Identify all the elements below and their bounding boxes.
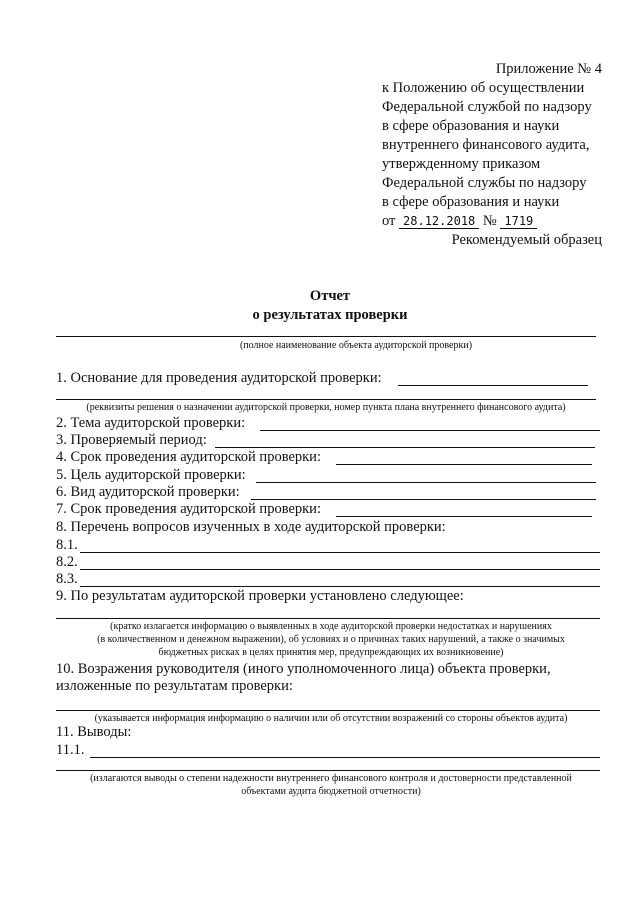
object-name-line[interactable] — [56, 336, 596, 337]
field-basis-label: 1. Основание для проведения аудиторской проверки: — [56, 370, 382, 386]
field-conclusions-label: 11. Выводы: — [56, 724, 132, 740]
objections-caption: (указывается информация информацию о наличии или об отсутствии возражений со стороны объектов аудита) — [94, 713, 568, 724]
appendix-line: к Положению об осуществлении — [382, 80, 585, 96]
appendix-line: Федеральной службы по надзору — [382, 175, 587, 191]
question-2-label: 8.2. — [56, 554, 78, 570]
appendix-block — [382, 60, 602, 231]
field-period-line[interactable] — [215, 447, 595, 448]
question-2-line[interactable] — [80, 569, 600, 570]
conclusions-line[interactable] — [56, 770, 600, 771]
field-term-line[interactable] — [336, 516, 592, 517]
recommended-sample-label: Рекомендуемый образец — [451, 232, 602, 248]
question-3-label: 8.3. — [56, 571, 78, 587]
field-topic-line[interactable] — [260, 430, 600, 431]
field-duration-label: 4. Срок проведения аудиторской проверки: — [56, 449, 321, 465]
field-objections-label: 10. Возражения руководителя (иного уполномоченного лица) объекта проверки, — [56, 661, 551, 677]
report-subtitle: о результатах проверки — [252, 307, 408, 323]
field-term-label: 7. Срок проведения аудиторской проверки: — [56, 501, 321, 517]
field-basis-line[interactable] — [398, 385, 588, 386]
order-number: 1719 — [500, 214, 537, 229]
field-goal-label: 5. Цель аудиторской проверки: — [56, 467, 246, 483]
findings-caption-1: (кратко излагается информацию о выявленных в ходе аудиторской проверки недостатках и нарушениях — [110, 621, 552, 632]
appendix-line: в сфере образования и науки — [382, 194, 560, 210]
field-topic-label: 2. Тема аудиторской проверки: — [56, 415, 246, 431]
field-findings-label: 9. По результатам аудиторской проверки установлено следующее: — [56, 588, 464, 604]
field-goal-line[interactable] — [256, 482, 596, 483]
findings-line[interactable] — [56, 618, 600, 619]
question-3-line[interactable] — [80, 586, 600, 587]
conclusions-caption-2: объектами аудита бюджетной отчетности) — [241, 786, 421, 797]
appendix-line: в сфере образования и науки — [382, 118, 560, 134]
findings-caption-2: (в количественном и денежном выражении), об условиях и о причинах таких нарушений, а также о значимых — [97, 634, 565, 645]
order-date-row — [382, 212, 602, 231]
field-objections-label-2: изложенные по результатам проверки: — [56, 678, 293, 694]
conclusions-caption-1: (излагаются выводы о степени надежности внутреннего финансового контроля и достоверности представленной — [90, 773, 572, 784]
field-questions-label: 8. Перечень вопросов изученных в ходе аудиторской проверки: — [56, 519, 446, 535]
question-1-line[interactable] — [80, 552, 600, 553]
field-type-line[interactable] — [251, 499, 596, 500]
appendix-line: утвержденному приказом — [382, 156, 541, 172]
appendix-title: Приложение № 4 — [495, 61, 602, 77]
question-1-label: 8.1. — [56, 537, 78, 553]
number-label: № — [482, 213, 497, 229]
field-period-label: 3. Проверяемый период: — [56, 432, 207, 448]
object-name-caption: (полное наименование объекта аудиторской проверки) — [239, 340, 473, 351]
order-date: 28.12.2018 — [399, 214, 479, 229]
report-title: Отчет — [309, 288, 351, 304]
conclusion-1-label: 11.1. — [56, 742, 85, 758]
appendix-line: внутреннего финансового аудита, — [382, 137, 590, 153]
findings-caption-3: бюджетных рисках в целях принятия мер, предупреждающих их возникновение) — [158, 647, 504, 658]
field-duration-line[interactable] — [336, 464, 592, 465]
from-label: от — [382, 213, 396, 229]
field-type-label: 6. Вид аудиторской проверки: — [56, 484, 240, 500]
appendix-line: Федеральной службой по надзору — [382, 99, 592, 115]
basis-caption: (реквизиты решения о назначении аудиторской проверки, номер пункта плана внутреннего финансового аудита) — [86, 402, 566, 413]
objections-line[interactable] — [56, 710, 600, 711]
basis-details-line[interactable] — [56, 399, 596, 400]
conclusion-1-line[interactable] — [90, 757, 600, 758]
